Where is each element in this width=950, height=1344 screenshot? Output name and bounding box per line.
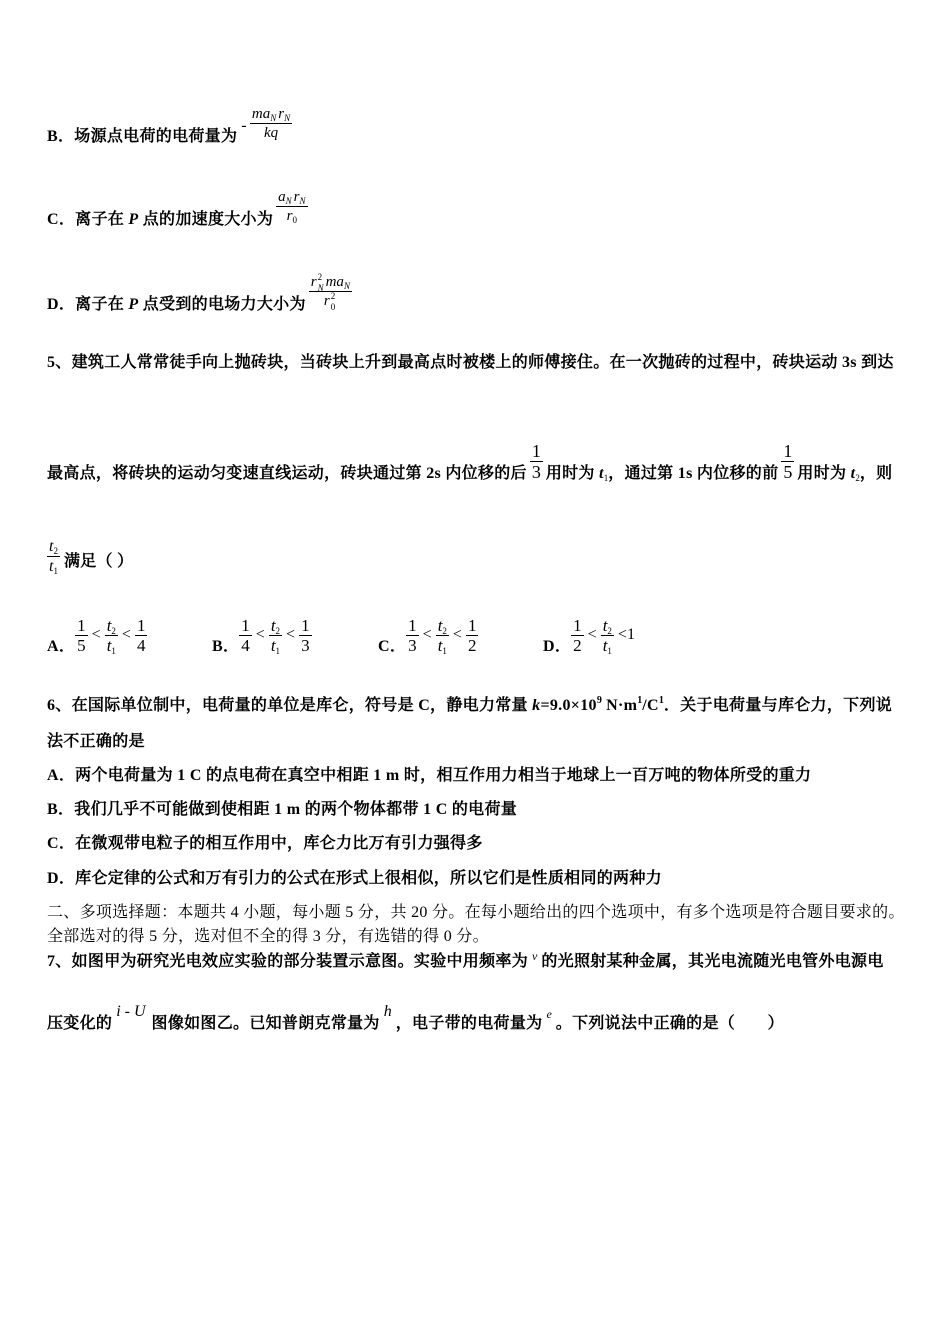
upper-bound-fraction [135, 616, 148, 655]
less-than-sign: < [422, 626, 432, 643]
subscript: 1 [607, 646, 612, 656]
question-text: ．关于电荷量与库仑力，下列说 [663, 697, 893, 714]
minus-sign: - [241, 117, 247, 134]
option-label: B． [212, 638, 240, 655]
option-text: 点的加速度大小为 [138, 211, 274, 228]
denominator: 3 [531, 462, 541, 482]
symbol: r [286, 208, 293, 224]
exponent: 9 [596, 695, 602, 706]
charge-fraction [250, 105, 292, 142]
point-variable: P [128, 211, 139, 228]
denominator: 3 [408, 636, 417, 655]
q6-option-c [47, 834, 483, 854]
ratio-fraction [105, 616, 118, 655]
less-than-sign: < [286, 626, 296, 643]
subscript: 1 [442, 646, 447, 656]
symbol: t [602, 616, 608, 635]
option-text: 点受到的电场力大小为 [138, 296, 306, 313]
question-text: 的光照射某种金属，其光电流随光电管外电源电 [541, 953, 884, 970]
numerator [269, 616, 282, 636]
question-text: 压变化的 [47, 1015, 113, 1032]
question-text: ，则 [859, 465, 893, 482]
option-text: B．场源点电荷的电荷量为 [47, 128, 238, 145]
subscript: N [285, 196, 292, 206]
script-stack [317, 272, 324, 293]
denominator [269, 636, 282, 655]
constant-value: =9.0×10 [540, 697, 597, 714]
option-label: A． [47, 638, 76, 655]
numerator: 1 [783, 441, 793, 461]
subscript: 2 [53, 546, 58, 556]
time-symbol: t [850, 465, 856, 482]
question-text: 。下列说法中正确的是（ ） [555, 1015, 784, 1032]
q4-option-c [47, 189, 308, 230]
denominator [436, 636, 449, 655]
subscript: 2 [442, 626, 447, 636]
numerator [601, 616, 614, 636]
subscript: N [317, 283, 324, 293]
denominator: 4 [136, 636, 146, 655]
q6-option-b [47, 800, 517, 820]
symbol: t [437, 616, 443, 635]
acceleration-fraction [276, 188, 307, 225]
coulomb-constant-symbol: k [532, 697, 541, 714]
exponent: 1 [637, 695, 643, 706]
question-text: 7、如图甲为研究光电效应实验的部分装置示意图。实验中用频率为 [47, 953, 529, 970]
denominator [276, 207, 307, 225]
q5-option-b [212, 616, 312, 657]
question-text: 图像如图乙。已知普朗克常量为 [151, 1015, 380, 1032]
subscript: 1 [603, 473, 609, 483]
numerator: 1 [531, 441, 541, 461]
less-than-sign: < [91, 626, 101, 643]
question-text: 法不正确的是 [47, 733, 145, 750]
numerator [309, 273, 352, 292]
question-text: ，电子带的电荷量为 [395, 1015, 543, 1032]
symbol: t [270, 616, 276, 635]
subscript: N [343, 281, 350, 291]
symbol: r [293, 189, 300, 205]
numerator: 1 [408, 616, 417, 635]
question-text: ，通过第 1s 内位移的前 [608, 465, 779, 482]
q5-stem-line-1 [47, 353, 894, 373]
symbol: ma [251, 106, 271, 122]
denominator: 2 [467, 636, 477, 655]
ratio-fraction [436, 616, 449, 655]
section-heading-line-2 [47, 927, 489, 947]
superscript: 2 [330, 291, 336, 301]
denominator [47, 557, 60, 576]
unit-text: /C [642, 697, 659, 714]
less-than-sign: < [255, 626, 265, 643]
denominator [250, 124, 292, 142]
numerator: 1 [241, 616, 250, 635]
section-text: 全部选对的得 5 分，选对但不全的得 3 分，有选错的得 0 分。 [47, 928, 489, 945]
symbol: t [602, 636, 608, 655]
question-text: 5、建筑工人常常徒手向上抛砖块，当砖块上升到最高点时被楼上的师傅接住。在一次抛砖的过程中，砖块运动 3s 到达 [47, 354, 894, 371]
section-heading-line-1 [47, 903, 905, 923]
denominator: 5 [77, 636, 86, 655]
exponent: 1 [658, 695, 664, 706]
time-symbol: t [599, 465, 604, 482]
subscript: 1 [275, 646, 281, 656]
question-text: 用时为 [797, 465, 851, 482]
symbol: t [437, 636, 443, 655]
option-label: D． [543, 638, 572, 655]
numerator: 1 [467, 616, 477, 635]
less-than-one: <1 [617, 626, 635, 643]
less-than-sign: < [121, 626, 131, 643]
symbol: r [278, 106, 285, 122]
less-than-sign: < [452, 626, 462, 643]
force-fraction [309, 273, 352, 310]
subscript: 1 [111, 646, 116, 656]
q5-option-a [47, 616, 147, 657]
option-text: B．我们几乎不可能做到使相距 1 m 的两个物体都带 1 C 的电荷量 [47, 801, 518, 818]
numerator: 1 [136, 616, 146, 635]
numerator [250, 105, 292, 124]
option-text: C．在微观带电粒子的相互作用中，库仑力比万有引力强得多 [47, 835, 483, 852]
option-text: D．离子在 [47, 296, 129, 313]
denominator [309, 292, 352, 310]
symbol: t [106, 636, 112, 655]
point-variable: P [128, 296, 139, 313]
denominator [105, 636, 118, 655]
denominator: 3 [301, 636, 310, 655]
q4-option-d [47, 272, 352, 315]
q7-stem-line-1 [47, 949, 884, 972]
subscript: 0 [292, 215, 297, 225]
option-label: C． [378, 638, 407, 655]
subscript: N [270, 113, 277, 123]
subscript: 2 [855, 473, 860, 483]
q6-stem-line-2 [47, 732, 145, 752]
q6-option-a [47, 766, 811, 786]
q6-stem-line-1 [47, 696, 892, 716]
unit-text: N·m [601, 697, 638, 714]
subscript: N [299, 196, 306, 206]
denominator: 5 [783, 462, 793, 482]
electron-charge-symbol: e [546, 1007, 552, 1021]
subscript: 2 [111, 626, 116, 636]
denominator: 4 [241, 636, 250, 655]
numerator: 1 [573, 616, 582, 635]
symbol: a [278, 189, 286, 205]
less-than-sign: < [587, 626, 597, 643]
script-stack [330, 291, 337, 312]
subscript: 1 [53, 566, 58, 576]
numerator: 1 [301, 616, 310, 635]
q5-option-c [378, 616, 478, 657]
upper-bound-fraction [466, 616, 479, 655]
upper-bound-fraction [299, 616, 312, 655]
subscript: 2 [607, 626, 612, 636]
question-text: 6、在国际单位制中，电荷量的单位是库仑，符号是 C，静电力常量 [47, 697, 533, 714]
numerator [105, 616, 118, 636]
symbol: r [323, 293, 330, 309]
q5-option-d [543, 616, 639, 657]
ratio-fraction [269, 616, 282, 655]
denominator [601, 636, 614, 655]
one-third-fraction [530, 441, 543, 482]
frequency-symbol: ν [532, 949, 538, 963]
subscript: 2 [275, 626, 281, 636]
section-text: 二、多项选择题：本题共 4 小题，每小题 5 分，共 20 分。在每小题给出的四个选项中，有多个选项是符合题目要求的。 [47, 904, 905, 921]
lower-bound-fraction [406, 616, 419, 655]
numerator [436, 616, 449, 636]
option-text: A．两个电荷量为 1 C 的点电荷在真空中相距 1 m 时，相互作用力相当于地球上一百万吨的物体所受的重力 [47, 767, 812, 784]
ratio-fraction [47, 537, 60, 576]
symbol: r [310, 274, 317, 290]
i-u-graph-symbol: i - U [116, 1003, 146, 1020]
option-text: D．库仑定律的公式和万有引力的公式在形式上很相似，所以它们是性质相同的两种力 [47, 870, 662, 887]
q6-option-d [47, 869, 662, 889]
subscript: N [284, 113, 291, 123]
q5-stem-line-2 [47, 441, 892, 484]
ratio-fraction [601, 616, 614, 655]
option-text: C．离子在 [47, 211, 129, 228]
symbol: t [106, 616, 112, 635]
symbol: ma [325, 274, 344, 290]
superscript: 2 [317, 272, 323, 282]
symbol: t [49, 558, 54, 575]
lower-bound-fraction [75, 616, 88, 655]
one-fifth-fraction [781, 441, 794, 482]
denominator: 2 [573, 636, 582, 655]
lower-bound-fraction [571, 616, 584, 655]
symbol: t [49, 538, 54, 555]
numerator [47, 537, 60, 557]
symbol: t [270, 636, 276, 655]
subscript: 0 [330, 302, 336, 312]
question-text: 满足（ ） [63, 553, 134, 570]
lower-bound-fraction [239, 616, 252, 655]
planck-constant-symbol: h [383, 1003, 392, 1020]
question-text: 用时为 [545, 465, 600, 482]
q4-option-b [47, 106, 292, 147]
numerator [276, 188, 307, 207]
q5-stem-line-3 [47, 538, 134, 576]
symbol: kq [263, 125, 279, 141]
numerator: 1 [77, 616, 86, 635]
q7-stem-line-2 [47, 1003, 784, 1034]
question-text: 最高点，将砖块的运动匀变速直线运动，砖块通过第 2s 内位移的后 [47, 465, 527, 482]
